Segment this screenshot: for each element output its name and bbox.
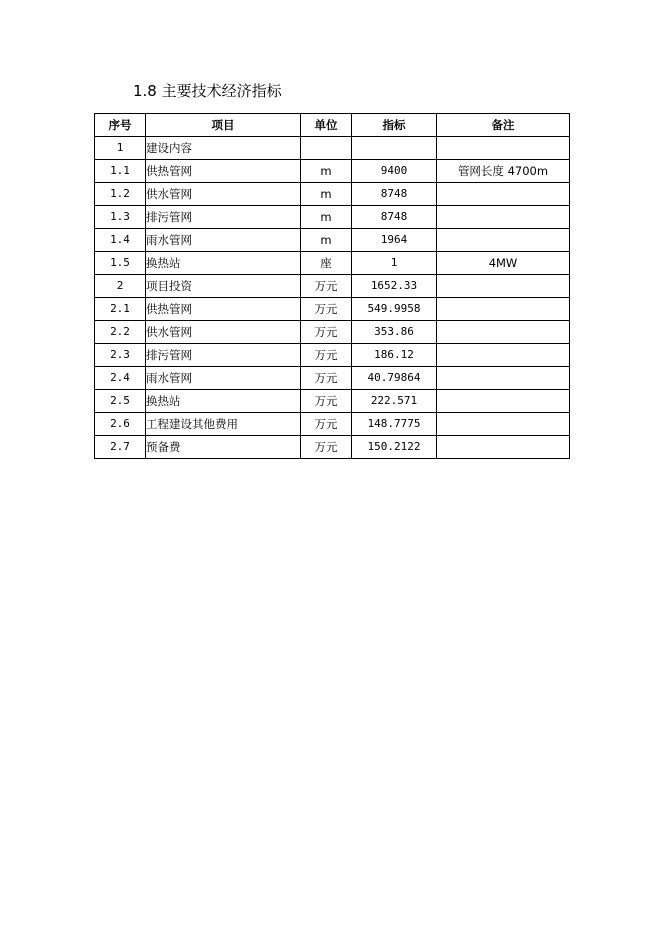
cell-value: 186.12 (352, 344, 437, 367)
cell-value: 1 (352, 252, 437, 275)
table-row (95, 321, 570, 344)
cell-value: 1652.33 (352, 275, 437, 298)
cell-no: 2.7 (95, 436, 146, 459)
cell-unit: m (301, 229, 352, 252)
cell-unit: 座 (301, 252, 352, 275)
cell-value: 1964 (352, 229, 437, 252)
cell-unit: 万元 (301, 436, 352, 459)
table-row (95, 344, 570, 367)
page-title: 1.8 主要技术经济指标 (133, 82, 282, 100)
indicators-table (94, 113, 570, 459)
table-row (95, 160, 570, 183)
cell-unit: m (301, 160, 352, 183)
table-header-row (95, 114, 570, 137)
cell-unit: m (301, 206, 352, 229)
cell-note (437, 413, 570, 436)
header-no: 序号 (95, 114, 146, 137)
cell-no: 1.4 (95, 229, 146, 252)
cell-note (437, 229, 570, 252)
table-row (95, 275, 570, 298)
cell-value: 549.9958 (352, 298, 437, 321)
table-row (95, 390, 570, 413)
cell-note: 管网长度 4700m (437, 160, 570, 183)
cell-no: 2 (95, 275, 146, 298)
cell-no: 2.4 (95, 367, 146, 390)
cell-value: 353.86 (352, 321, 437, 344)
cell-note (437, 137, 570, 160)
table-row (95, 137, 570, 160)
cell-note (437, 183, 570, 206)
header-value: 指标 (352, 114, 437, 137)
table-row (95, 206, 570, 229)
cell-item: 排污管网 (146, 344, 301, 367)
cell-no: 2.5 (95, 390, 146, 413)
cell-unit: 万元 (301, 275, 352, 298)
cell-note (437, 321, 570, 344)
cell-value: 9400 (352, 160, 437, 183)
cell-item: 预备费 (146, 436, 301, 459)
header-item: 项目 (146, 114, 301, 137)
cell-item: 雨水管网 (146, 229, 301, 252)
cell-item: 工程建设其他费用 (146, 413, 301, 436)
cell-unit: 万元 (301, 367, 352, 390)
cell-note: 4MW (437, 252, 570, 275)
cell-note (437, 344, 570, 367)
cell-no: 2.3 (95, 344, 146, 367)
cell-item: 供水管网 (146, 321, 301, 344)
cell-item: 换热站 (146, 390, 301, 413)
header-unit: 单位 (301, 114, 352, 137)
cell-item: 供水管网 (146, 183, 301, 206)
table-row (95, 436, 570, 459)
cell-unit: 万元 (301, 413, 352, 436)
cell-value: 150.2122 (352, 436, 437, 459)
cell-no: 1 (95, 137, 146, 160)
cell-item: 换热站 (146, 252, 301, 275)
cell-no: 1.3 (95, 206, 146, 229)
cell-value: 8748 (352, 183, 437, 206)
cell-no: 1.2 (95, 183, 146, 206)
cell-unit (301, 137, 352, 160)
cell-item: 项目投资 (146, 275, 301, 298)
cell-item: 建设内容 (146, 137, 301, 160)
cell-note (437, 206, 570, 229)
cell-no: 2.1 (95, 298, 146, 321)
cell-value: 40.79864 (352, 367, 437, 390)
table-row (95, 229, 570, 252)
cell-unit: 万元 (301, 390, 352, 413)
cell-item: 雨水管网 (146, 367, 301, 390)
cell-item: 供热管网 (146, 298, 301, 321)
cell-note (437, 436, 570, 459)
cell-note (437, 298, 570, 321)
cell-no: 2.2 (95, 321, 146, 344)
cell-unit: m (301, 183, 352, 206)
table-body (95, 137, 570, 459)
cell-unit: 万元 (301, 298, 352, 321)
header-note: 备注 (437, 114, 570, 137)
cell-note (437, 390, 570, 413)
cell-note (437, 275, 570, 298)
table-row (95, 252, 570, 275)
cell-value: 222.571 (352, 390, 437, 413)
cell-value: 148.7775 (352, 413, 437, 436)
cell-item: 供热管网 (146, 160, 301, 183)
cell-no: 2.6 (95, 413, 146, 436)
cell-unit: 万元 (301, 344, 352, 367)
table-row (95, 367, 570, 390)
cell-no: 1.5 (95, 252, 146, 275)
cell-item: 排污管网 (146, 206, 301, 229)
cell-value (352, 137, 437, 160)
table-row (95, 183, 570, 206)
cell-no: 1.1 (95, 160, 146, 183)
cell-value: 8748 (352, 206, 437, 229)
cell-note (437, 367, 570, 390)
table-row (95, 298, 570, 321)
cell-unit: 万元 (301, 321, 352, 344)
table-row (95, 413, 570, 436)
